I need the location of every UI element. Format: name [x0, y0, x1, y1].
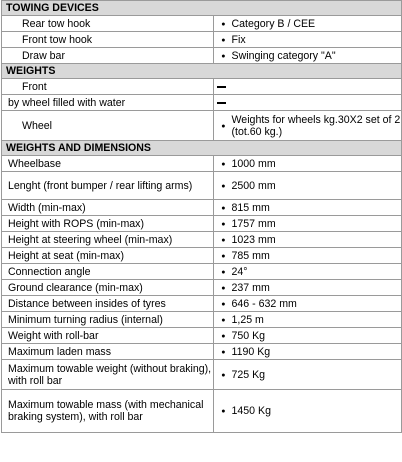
bullet-icon — [214, 296, 232, 312]
spec-label: Connection angle — [2, 264, 214, 280]
table-row — [2, 390, 402, 433]
spec-value: Fix — [232, 32, 402, 48]
spec-label: Height at steering wheel (min-max) — [2, 232, 214, 248]
spec-label: Lenght (front bumper / rear lifting arms) — [2, 172, 214, 200]
spec-value: 2500 mm — [232, 172, 402, 200]
table-row — [2, 232, 402, 248]
section-header-dimensions — [2, 141, 402, 156]
spec-label: Front — [2, 79, 214, 95]
spec-label: Maximum towable weight (without braking), with roll bar — [2, 360, 214, 390]
bullet-icon — [214, 111, 232, 141]
table-row — [2, 280, 402, 296]
bullet-icon — [214, 344, 232, 360]
spec-label: Height at seat (min-max) — [2, 248, 214, 264]
spec-label: Front tow hook — [2, 32, 214, 48]
section-title: WEIGHTS AND DIMENSIONS — [2, 141, 402, 156]
bullet-icon — [214, 328, 232, 344]
bullet-icon — [214, 248, 232, 264]
spec-value: 1023 mm — [232, 232, 402, 248]
section-header-weights — [2, 64, 402, 79]
spec-label: Distance between insides of tyres — [2, 296, 214, 312]
spec-value: 1190 Kg — [232, 344, 402, 360]
bullet-icon — [214, 32, 232, 48]
table-row — [2, 216, 402, 232]
spec-value: 1757 mm — [232, 216, 402, 232]
spec-label: Ground clearance (min-max) — [2, 280, 214, 296]
bullet-icon — [214, 16, 232, 32]
spec-table — [1, 0, 402, 433]
spec-value: 1450 Kg — [232, 390, 402, 433]
spec-value: 646 - 632 mm — [232, 296, 402, 312]
spec-label: Weight with roll-bar — [2, 328, 214, 344]
bullet-icon — [214, 232, 232, 248]
bullet-icon — [214, 390, 232, 433]
bullet-icon — [214, 216, 232, 232]
table-row — [2, 344, 402, 360]
section-title: TOWING DEVICES — [2, 1, 402, 16]
bullet-icon — [214, 280, 232, 296]
table-row — [2, 200, 402, 216]
dash-icon — [214, 79, 232, 95]
table-row — [2, 360, 402, 390]
bullet-icon — [214, 156, 232, 172]
spec-label: Wheel — [2, 111, 214, 141]
spec-value: 750 Kg — [232, 328, 402, 344]
table-row — [2, 172, 402, 200]
spec-value: 725 Kg — [232, 360, 402, 390]
spec-label: Wheelbase — [2, 156, 214, 172]
spec-value: 237 mm — [232, 280, 402, 296]
table-row — [2, 32, 402, 48]
spec-value: 24° — [232, 264, 402, 280]
table-row — [2, 79, 402, 95]
section-header-towing — [2, 1, 402, 16]
spec-label: Minimum turning radius (internal) — [2, 312, 214, 328]
spec-label: Height with ROPS (min-max) — [2, 216, 214, 232]
table-row — [2, 95, 402, 111]
bullet-icon — [214, 48, 232, 64]
bullet-icon — [214, 172, 232, 200]
spec-value: 1000 mm — [232, 156, 402, 172]
spec-value: Swinging category "A" — [232, 48, 402, 64]
table-row — [2, 328, 402, 344]
spec-value — [232, 79, 402, 95]
bullet-icon — [214, 360, 232, 390]
table-row — [2, 264, 402, 280]
bullet-icon — [214, 312, 232, 328]
table-row — [2, 312, 402, 328]
table-row — [2, 16, 402, 32]
bullet-icon — [214, 264, 232, 280]
table-row — [2, 296, 402, 312]
spec-label: Rear tow hook — [2, 16, 214, 32]
dash-icon — [214, 95, 232, 111]
spec-value: 815 mm — [232, 200, 402, 216]
spec-value: 1,25 m — [232, 312, 402, 328]
spec-value: 785 mm — [232, 248, 402, 264]
spec-value: Weights for wheels kg.30X2 set of 2 (tot.60 kg.) — [232, 111, 402, 141]
table-row — [2, 156, 402, 172]
spec-value — [232, 95, 402, 111]
spec-value: Category B / CEE — [232, 16, 402, 32]
table-row — [2, 248, 402, 264]
section-title: WEIGHTS — [2, 64, 402, 79]
table-row — [2, 111, 402, 141]
spec-label: Draw bar — [2, 48, 214, 64]
spec-label: by wheel filled with water — [2, 95, 214, 111]
spec-label: Maximum laden mass — [2, 344, 214, 360]
spec-label: Width (min-max) — [2, 200, 214, 216]
table-row — [2, 48, 402, 64]
spec-label: Maximum towable mass (with mechanical braking system), with roll bar — [2, 390, 214, 433]
bullet-icon — [214, 200, 232, 216]
